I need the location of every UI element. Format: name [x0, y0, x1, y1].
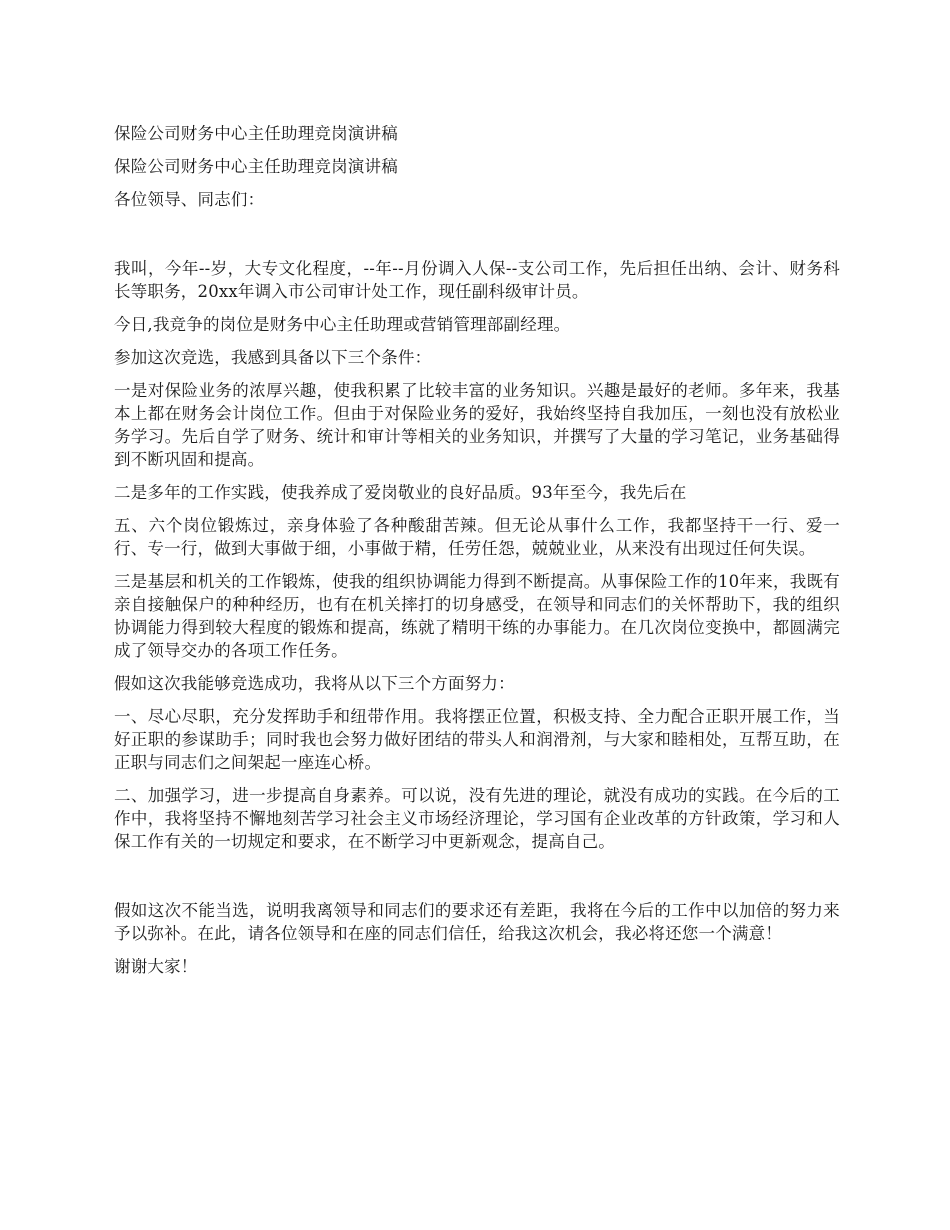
document-page — [114, 122, 840, 988]
paragraph-efforts: 假如这次我能够竞选成功，我将从以下三个方面努力： — [114, 674, 515, 693]
paragraph-thanks: 谢谢大家！ — [114, 957, 198, 976]
paragraph-effort-2: 二、加强学习，进一步提高自身素养。可以说，没有先进的理论，就没有成功的实践。在今后的工作中，我将坚持不懈地刻苦学习社会主义市场经济理论，学习国有企业改革的方针政策，学习和人保工作有关的一切规定和要求，在不断学习中更新观念，提高自己。 — [114, 786, 840, 851]
paragraph-condition-1: 一是对保险业务的浓厚兴趣，使我积累了比较丰富的业务知识。兴趣是最好的老师。多年来，我基本上都在财务会计岗位工作。但由于对保险业务的爱好，我始终坚持自我加压，一刻也没有放松业务学习。先后自学了财务、统计和审计等相关的业务知识，并撰写了大量的学习笔记，业务基础得到不断巩固和提高。 — [114, 381, 840, 469]
paragraph-intro: 我叫，今年--岁，大专文化程度，--年--月份调入人保--支公司工作，先后担任出纳、会计、财务科长等职务，20xx年调入市公司审计处工作，现任副科级审计员。 — [114, 259, 840, 301]
paragraph-effort-1: 一、尽心尽职，充分发挥助手和纽带作用。我将摆正位置，积极支持、全力配合正职开展工作，当好正职的参谋助手；同时我也会努力做好团结的带头人和润滑剂，与大家和睦相处，互帮互助，在正职与同志们之间架起一座连心桥。 — [114, 707, 840, 772]
paragraph-condition-2-cont: 五、六个岗位锻炼过，亲身体验了各种酸甜苦辣。但无论从事什么工作，我都坚持干一行、爱一行、专一行，做到大事做于细，小事做于精，任劳任怨，兢兢业业，从来没有出现过任何失误。 — [114, 516, 840, 558]
paragraph-fallback: 假如这次不能当选，说明我离领导和同志们的要求还有差距，我将在今后的工作中以加倍的努力来予以弥补。在此，请各位领导和在座的同志们信任，给我这次机会，我必将还您一个满意！ — [114, 901, 840, 943]
paragraph-position: 今日,我竞争的岗位是财务中心主任助理或营销管理部副经理。 — [114, 315, 571, 334]
greeting: 各位领导、同志们： — [114, 190, 265, 209]
document-title: 保险公司财务中心主任助理竞岗演讲稿 — [114, 124, 398, 143]
paragraph-condition-2: 二是多年的工作实践，使我养成了爱岗敬业的良好品质。93年至今，我先后在 — [114, 483, 687, 502]
paragraph-condition-3: 三是基层和机关的工作锻炼，使我的组织协调能力得到不断提高。从事保险工作的10年来，我既有亲自接触保户的种种经历，也有在机关摔打的切身感受，在领导和同志们的关怀帮助下，我的组织协调能力得到较大程度的锻炼和提高，练就了精明干练的办事能力。在几次岗位变换中，都圆满完成了领导交办的各项工作任务。 — [114, 572, 840, 660]
document-subtitle: 保险公司财务中心主任助理竞岗演讲稿 — [114, 157, 398, 176]
paragraph-conditions: 参加这次竞选，我感到具备以下三个条件： — [114, 348, 432, 367]
